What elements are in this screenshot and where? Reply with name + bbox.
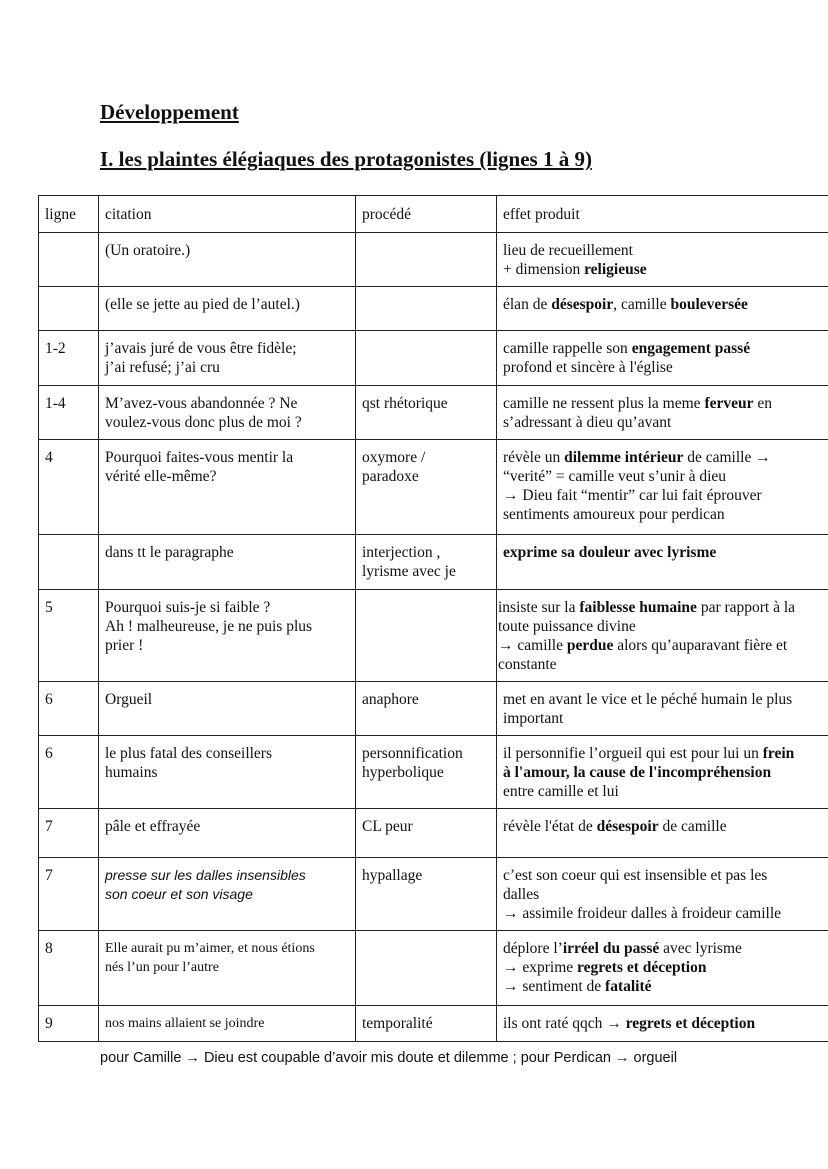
- effet-line: [503, 977, 828, 996]
- cell-ligne: 8: [39, 931, 99, 1006]
- effet-line: [503, 394, 828, 413]
- cell-citation: [99, 1006, 356, 1042]
- effet-emphasis: désespoir: [551, 296, 614, 313]
- citation-line: nos mains allaient se joindre: [105, 1016, 265, 1031]
- effet-line: [503, 690, 828, 709]
- citation-line: M’avez-vous abandonnée ? Ne: [105, 395, 298, 412]
- effet-line: [503, 904, 828, 923]
- effet-line: [503, 260, 828, 279]
- cell-ligne: 7: [39, 809, 99, 858]
- effet-line: [503, 817, 828, 836]
- cell-citation: [99, 931, 356, 1006]
- header-effet: effet produit: [497, 196, 828, 233]
- effet-emphasis: engagement passé: [631, 340, 751, 357]
- effet-text: déplore l’: [503, 940, 563, 957]
- cell-ligne: 6: [39, 736, 99, 809]
- cell-effet: [497, 386, 828, 440]
- procede-line: hyperbolique: [362, 764, 444, 781]
- effet-text: camille rappelle son: [503, 340, 632, 357]
- table-row: [39, 386, 828, 440]
- table-row: [39, 287, 828, 331]
- effet-emphasis: faiblesse humaine: [579, 599, 697, 616]
- cell-effet: [497, 931, 828, 1006]
- citation-line: Ah ! malheureuse, je ne puis plus: [105, 618, 313, 635]
- effet-text: , camille: [613, 296, 671, 313]
- effet-text: avec lyrisme: [659, 940, 742, 957]
- procede-line: personnification: [362, 745, 463, 762]
- table-row: [39, 590, 828, 682]
- effet-text: révèle l'état de: [503, 818, 597, 835]
- cell-effet: [497, 287, 828, 331]
- table-row: [39, 535, 828, 590]
- effet-line: [498, 636, 828, 655]
- cell-procede: [356, 858, 497, 931]
- effet-line: [503, 1014, 828, 1033]
- cell-ligne: 9: [39, 1006, 99, 1042]
- table-header-row: [39, 196, 828, 233]
- effet-emphasis: à l'amour, la cause de l'incompréhension: [503, 764, 772, 781]
- cell-citation: [99, 331, 356, 386]
- procede-line: hypallage: [362, 867, 423, 884]
- effet-emphasis: dilemme intérieur: [564, 449, 684, 466]
- cell-ligne: 4: [39, 440, 99, 535]
- effet-emphasis: perdue: [566, 637, 614, 654]
- cell-ligne: 1-4: [39, 386, 99, 440]
- effet-text: → assimile froideur dalles à froideur camille: [503, 905, 782, 922]
- table-row: [39, 809, 828, 858]
- cell-procede: [356, 590, 497, 682]
- cell-effet: [497, 590, 828, 682]
- procede-line: temporalité: [362, 1015, 433, 1032]
- citation-line: nés l’un pour l’autre: [105, 960, 219, 975]
- effet-line: [503, 448, 828, 467]
- effet-text: camille ne ressent plus la meme: [503, 395, 705, 412]
- effet-text: il personnifie l’orgueil qui est pour lui un: [503, 745, 763, 762]
- header-citation: citation: [99, 196, 356, 233]
- footer-note: pour Camille → Dieu est coupable d’avoir mis doute et dilemme ; pour Perdican → orgueil: [100, 1050, 678, 1066]
- header-procede: procédé: [356, 196, 497, 233]
- effet-text: par rapport à la: [696, 599, 796, 616]
- effet-line: [503, 709, 828, 728]
- effet-line: [503, 467, 828, 486]
- effet-text: → sentiment de: [503, 978, 606, 995]
- citation-line: Orgueil: [105, 691, 153, 708]
- cell-effet: [497, 233, 828, 287]
- table-row: [39, 331, 828, 386]
- effet-line: [498, 617, 828, 636]
- cell-ligne: [39, 287, 99, 331]
- effet-text: insiste sur la: [498, 599, 580, 616]
- cell-procede: [356, 535, 497, 590]
- cell-procede: [356, 287, 497, 331]
- effet-text: constante: [498, 656, 557, 673]
- citation-line: j’avais juré de vous être fidèle;: [105, 340, 297, 357]
- effet-line: [503, 885, 828, 904]
- procede-line: anaphore: [362, 691, 419, 708]
- section-title: I. les plaintes élégiaques des protagonistes (lignes 1 à 9): [100, 147, 592, 171]
- citation-line: humains: [105, 764, 158, 781]
- effet-line: [503, 339, 828, 358]
- effet-emphasis: ferveur: [704, 395, 754, 412]
- effet-emphasis: bouleversée: [670, 296, 748, 313]
- cell-procede: [356, 386, 497, 440]
- effet-line: [503, 486, 828, 505]
- citation-line: (Un oratoire.): [105, 242, 191, 259]
- cell-ligne: 6: [39, 682, 99, 736]
- procede-line: paradoxe: [362, 468, 419, 485]
- cell-citation: [99, 809, 356, 858]
- procede-line: interjection ,: [362, 544, 441, 561]
- procede-line: lyrisme avec je: [362, 563, 456, 580]
- cell-ligne: 1-2: [39, 331, 99, 386]
- cell-procede: [356, 440, 497, 535]
- cell-effet: [497, 440, 828, 535]
- effet-text: important: [503, 710, 564, 727]
- procede-line: CL peur: [362, 818, 413, 835]
- effet-text: sentiments amoureux pour perdican: [503, 506, 725, 523]
- cell-procede: [356, 931, 497, 1006]
- cell-citation: [99, 858, 356, 931]
- header-ligne: ligne: [39, 196, 99, 233]
- effet-line: [498, 655, 828, 674]
- effet-text: → exprime: [503, 959, 578, 976]
- effet-line: [503, 358, 828, 377]
- effet-text: élan de: [503, 296, 552, 313]
- citation-line: vérité elle-même?: [105, 468, 217, 485]
- cell-ligne: 5: [39, 590, 99, 682]
- cell-effet: [497, 682, 828, 736]
- effet-text: “verité” = camille veut s’unir à dieu: [503, 468, 727, 485]
- citation-line: Elle aurait pu m’aimer, et nous étions: [105, 941, 315, 956]
- cell-effet: [497, 809, 828, 858]
- effet-line: [498, 598, 828, 617]
- effet-text: de camille: [658, 818, 727, 835]
- cell-citation: [99, 682, 356, 736]
- effet-emphasis: → regrets et déception: [606, 1015, 756, 1032]
- table-row: [39, 440, 828, 535]
- citation-line: voulez-vous donc plus de moi ?: [105, 414, 302, 431]
- effet-text: → camille: [498, 637, 567, 654]
- page-heading: Développement: [100, 100, 239, 124]
- table-row: [39, 858, 828, 931]
- effet-text: c’est son coeur qui est insensible et pas les: [503, 867, 768, 884]
- cell-effet: [497, 535, 828, 590]
- cell-procede: [356, 809, 497, 858]
- effet-line: [503, 505, 828, 524]
- citation-line: presse sur les dalles insensibles: [105, 867, 306, 883]
- cell-procede: [356, 331, 497, 386]
- procede-line: qst rhétorique: [362, 395, 448, 412]
- effet-emphasis: désespoir: [596, 818, 659, 835]
- table-row: [39, 931, 828, 1006]
- cell-citation: [99, 440, 356, 535]
- citation-line: le plus fatal des conseillers: [105, 745, 273, 762]
- effet-line: [503, 295, 828, 314]
- cell-effet: [497, 858, 828, 931]
- cell-effet: [497, 1006, 828, 1042]
- table-row: [39, 736, 828, 809]
- cell-citation: [99, 287, 356, 331]
- citation-line: pâle et effrayée: [105, 818, 201, 835]
- effet-text: → Dieu fait “mentir” car lui fait éprouver: [503, 487, 762, 504]
- citation-line: j’ai refusé; j’ai cru: [105, 359, 220, 376]
- table-row: [39, 1006, 828, 1042]
- effet-text: toute puissance divine: [498, 618, 636, 635]
- effet-text: met en avant le vice et le péché humain le plus: [503, 691, 793, 708]
- cell-procede: [356, 1006, 497, 1042]
- cell-ligne: [39, 233, 99, 287]
- effet-line: [503, 939, 828, 958]
- effet-emphasis: irréel du passé: [562, 940, 660, 957]
- table-row: [39, 233, 828, 287]
- effet-line: [503, 958, 828, 977]
- effet-text: de camille →: [683, 449, 771, 466]
- table-body: [39, 233, 828, 1042]
- effet-emphasis: frein: [762, 745, 795, 762]
- cell-effet: [497, 736, 828, 809]
- citation-line: (elle se jette au pied de l’autel.): [105, 296, 300, 313]
- effet-line: [503, 763, 828, 782]
- cell-citation: [99, 233, 356, 287]
- effet-text: profond et sincère à l'église: [503, 359, 673, 376]
- effet-text: lieu de recueillement: [503, 242, 633, 259]
- effet-text: dalles: [503, 886, 540, 903]
- cell-procede: [356, 736, 497, 809]
- cell-citation: [99, 535, 356, 590]
- cell-citation: [99, 590, 356, 682]
- effet-emphasis: fatalité: [605, 978, 652, 995]
- citation-line: dans tt le paragraphe: [105, 544, 234, 561]
- effet-line: [503, 782, 828, 801]
- cell-citation: [99, 386, 356, 440]
- cell-procede: [356, 682, 497, 736]
- citation-line: prier !: [105, 637, 144, 654]
- analysis-table: [38, 195, 828, 1042]
- effet-line: [503, 866, 828, 885]
- cell-citation: [99, 736, 356, 809]
- cell-effet: [497, 331, 828, 386]
- effet-text: + dimension: [503, 261, 585, 278]
- citation-line: Pourquoi faites-vous mentir la: [105, 449, 294, 466]
- effet-text: en: [753, 395, 773, 412]
- procede-line: oxymore /: [362, 449, 426, 466]
- effet-emphasis: exprime sa douleur avec lyrisme: [503, 544, 717, 561]
- cell-ligne: 7: [39, 858, 99, 931]
- table-row: [39, 682, 828, 736]
- effet-text: révèle un: [503, 449, 565, 466]
- effet-line: [503, 543, 828, 562]
- citation-line: Pourquoi suis-je si faible ?: [105, 599, 271, 616]
- cell-procede: [356, 233, 497, 287]
- effet-emphasis: religieuse: [584, 261, 647, 278]
- cell-ligne: [39, 535, 99, 590]
- effet-text: ils ont raté qqch: [503, 1015, 607, 1032]
- effet-text: s’adressant à dieu qu’avant: [503, 414, 672, 431]
- citation-line: son coeur et son visage: [105, 886, 253, 902]
- effet-emphasis: regrets et déception: [577, 959, 707, 976]
- effet-text: alors qu’auparavant fière et: [613, 637, 788, 654]
- effet-line: [503, 413, 828, 432]
- effet-line: [503, 241, 828, 260]
- effet-text: entre camille et lui: [503, 783, 619, 800]
- effet-line: [503, 744, 828, 763]
